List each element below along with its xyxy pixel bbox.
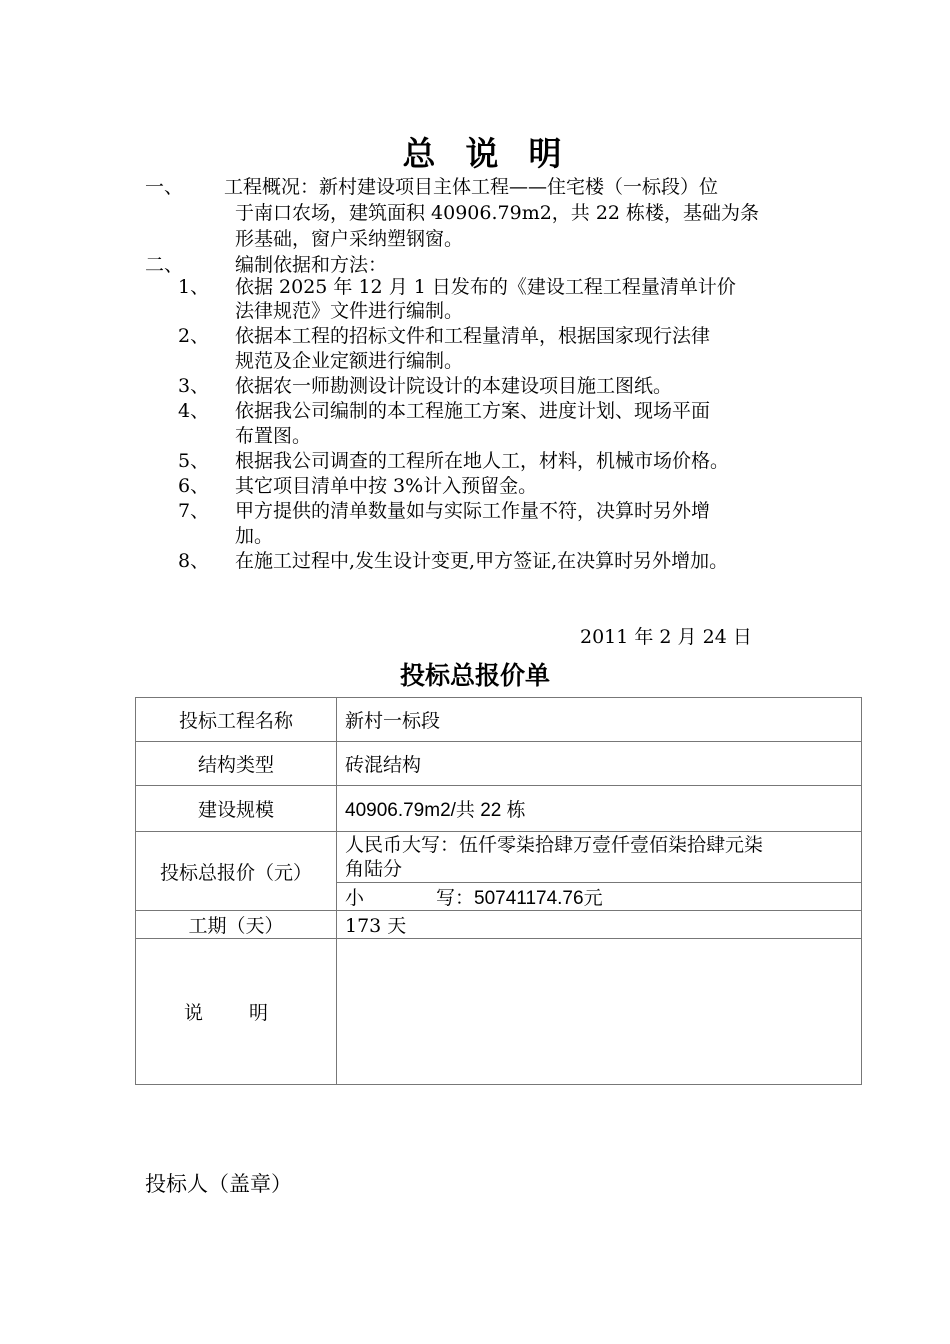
item-3-line-1: 依据农一师勘测设计院设计的本建设项目施工图纸。 xyxy=(235,375,673,397)
section-1-line-1: 工程概况：新村建设项目主体工程——住宅楼（一标段）位 xyxy=(224,176,719,198)
item-4-line-1: 依据我公司编制的本工程施工方案、进度计划、现场平面 xyxy=(235,400,711,422)
scale-value: 40906.79m2/共 22 栋 xyxy=(337,786,862,832)
notes-value xyxy=(337,939,862,1085)
row-structure xyxy=(136,742,862,786)
total-upper-line-1: 人民币大写：伍仟零柒拾肆万壹仟壹佰柒拾肆元柒 xyxy=(345,834,764,856)
item-5-line-1: 根据我公司调查的工程所在地人工，材料，机械市场价格。 xyxy=(235,450,730,472)
total-lower-cell xyxy=(337,883,862,911)
item-5-marker: 5、 xyxy=(178,450,210,472)
section-1-line-2: 于南口农场，建筑面积 40906.79m2，共 22 栋楼，基础为条 xyxy=(235,202,760,224)
item-8-marker: 8、 xyxy=(178,550,210,572)
bidder-seal-label: 投标人（盖章） xyxy=(145,1172,292,1196)
project-name-value: 新村一标段 xyxy=(337,698,862,742)
document-date: 2011 年 2 月 24 日 xyxy=(580,626,752,648)
total-lower-value: 50741174.76 xyxy=(474,888,584,909)
section-2-marker: 二、 xyxy=(145,254,184,276)
section-1-line-3: 形基础，窗户采纳塑钢窗。 xyxy=(235,228,464,250)
total-lower-unit: 元 xyxy=(583,887,603,909)
notes-label: 说 明 xyxy=(136,939,337,1085)
row-project-name xyxy=(136,698,862,742)
scale-label: 建设规模 xyxy=(136,786,337,832)
item-1-marker: 1、 xyxy=(178,276,210,298)
total-lower-prefix: 小 xyxy=(345,887,365,909)
total-label: 投标总报价（元） xyxy=(136,832,337,911)
item-3-marker: 3、 xyxy=(178,375,210,397)
item-4-line-2: 布置图。 xyxy=(235,425,312,447)
item-2-marker: 2、 xyxy=(178,325,210,347)
structure-label: 结构类型 xyxy=(136,742,337,786)
item-2-line-1: 依据本工程的招标文件和工程量清单，根据国家现行法律 xyxy=(235,325,711,347)
period-value: 173 天 xyxy=(337,911,862,939)
item-7-line-1: 甲方提供的清单数量如与实际工作量不符，决算时另外增 xyxy=(235,500,711,522)
quote-sheet-title: 投标总报价单 xyxy=(399,661,550,690)
item-7-line-2: 加。 xyxy=(235,525,274,547)
total-upper-cell xyxy=(337,832,862,883)
row-notes xyxy=(136,939,862,1085)
total-upper-line-2: 角陆分 xyxy=(345,858,403,880)
row-period xyxy=(136,911,862,939)
general-notes-title: 总说明 xyxy=(402,134,592,173)
item-2-line-2: 规范及企业定额进行编制。 xyxy=(235,350,464,372)
row-total-upper xyxy=(136,832,862,883)
item-7-marker: 7、 xyxy=(178,500,210,522)
project-name-label: 投标工程名称 xyxy=(136,698,337,742)
section-2-line-1: 编制依据和方法： xyxy=(235,254,388,276)
row-scale xyxy=(136,786,862,832)
item-4-marker: 4、 xyxy=(178,400,210,422)
item-6-marker: 6、 xyxy=(178,475,210,497)
quote-table xyxy=(135,697,862,1085)
item-1-line-2: 法律规范》文件进行编制。 xyxy=(235,300,464,322)
structure-value: 砖混结构 xyxy=(337,742,862,786)
total-lower-label: 写： xyxy=(436,887,475,909)
item-8-line-1: 在施工过程中,发生设计变更,甲方签证,在决算时另外增加。 xyxy=(235,550,729,572)
section-1-marker: 一、 xyxy=(145,176,184,198)
item-6-line-1: 其它项目清单中按 3%计入预留金。 xyxy=(235,475,538,497)
item-1-line-1: 依据 2025 年 12 月 1 日发布的《建设工程工程量清单计价 xyxy=(235,276,736,298)
period-label: 工期（天） xyxy=(136,911,337,939)
